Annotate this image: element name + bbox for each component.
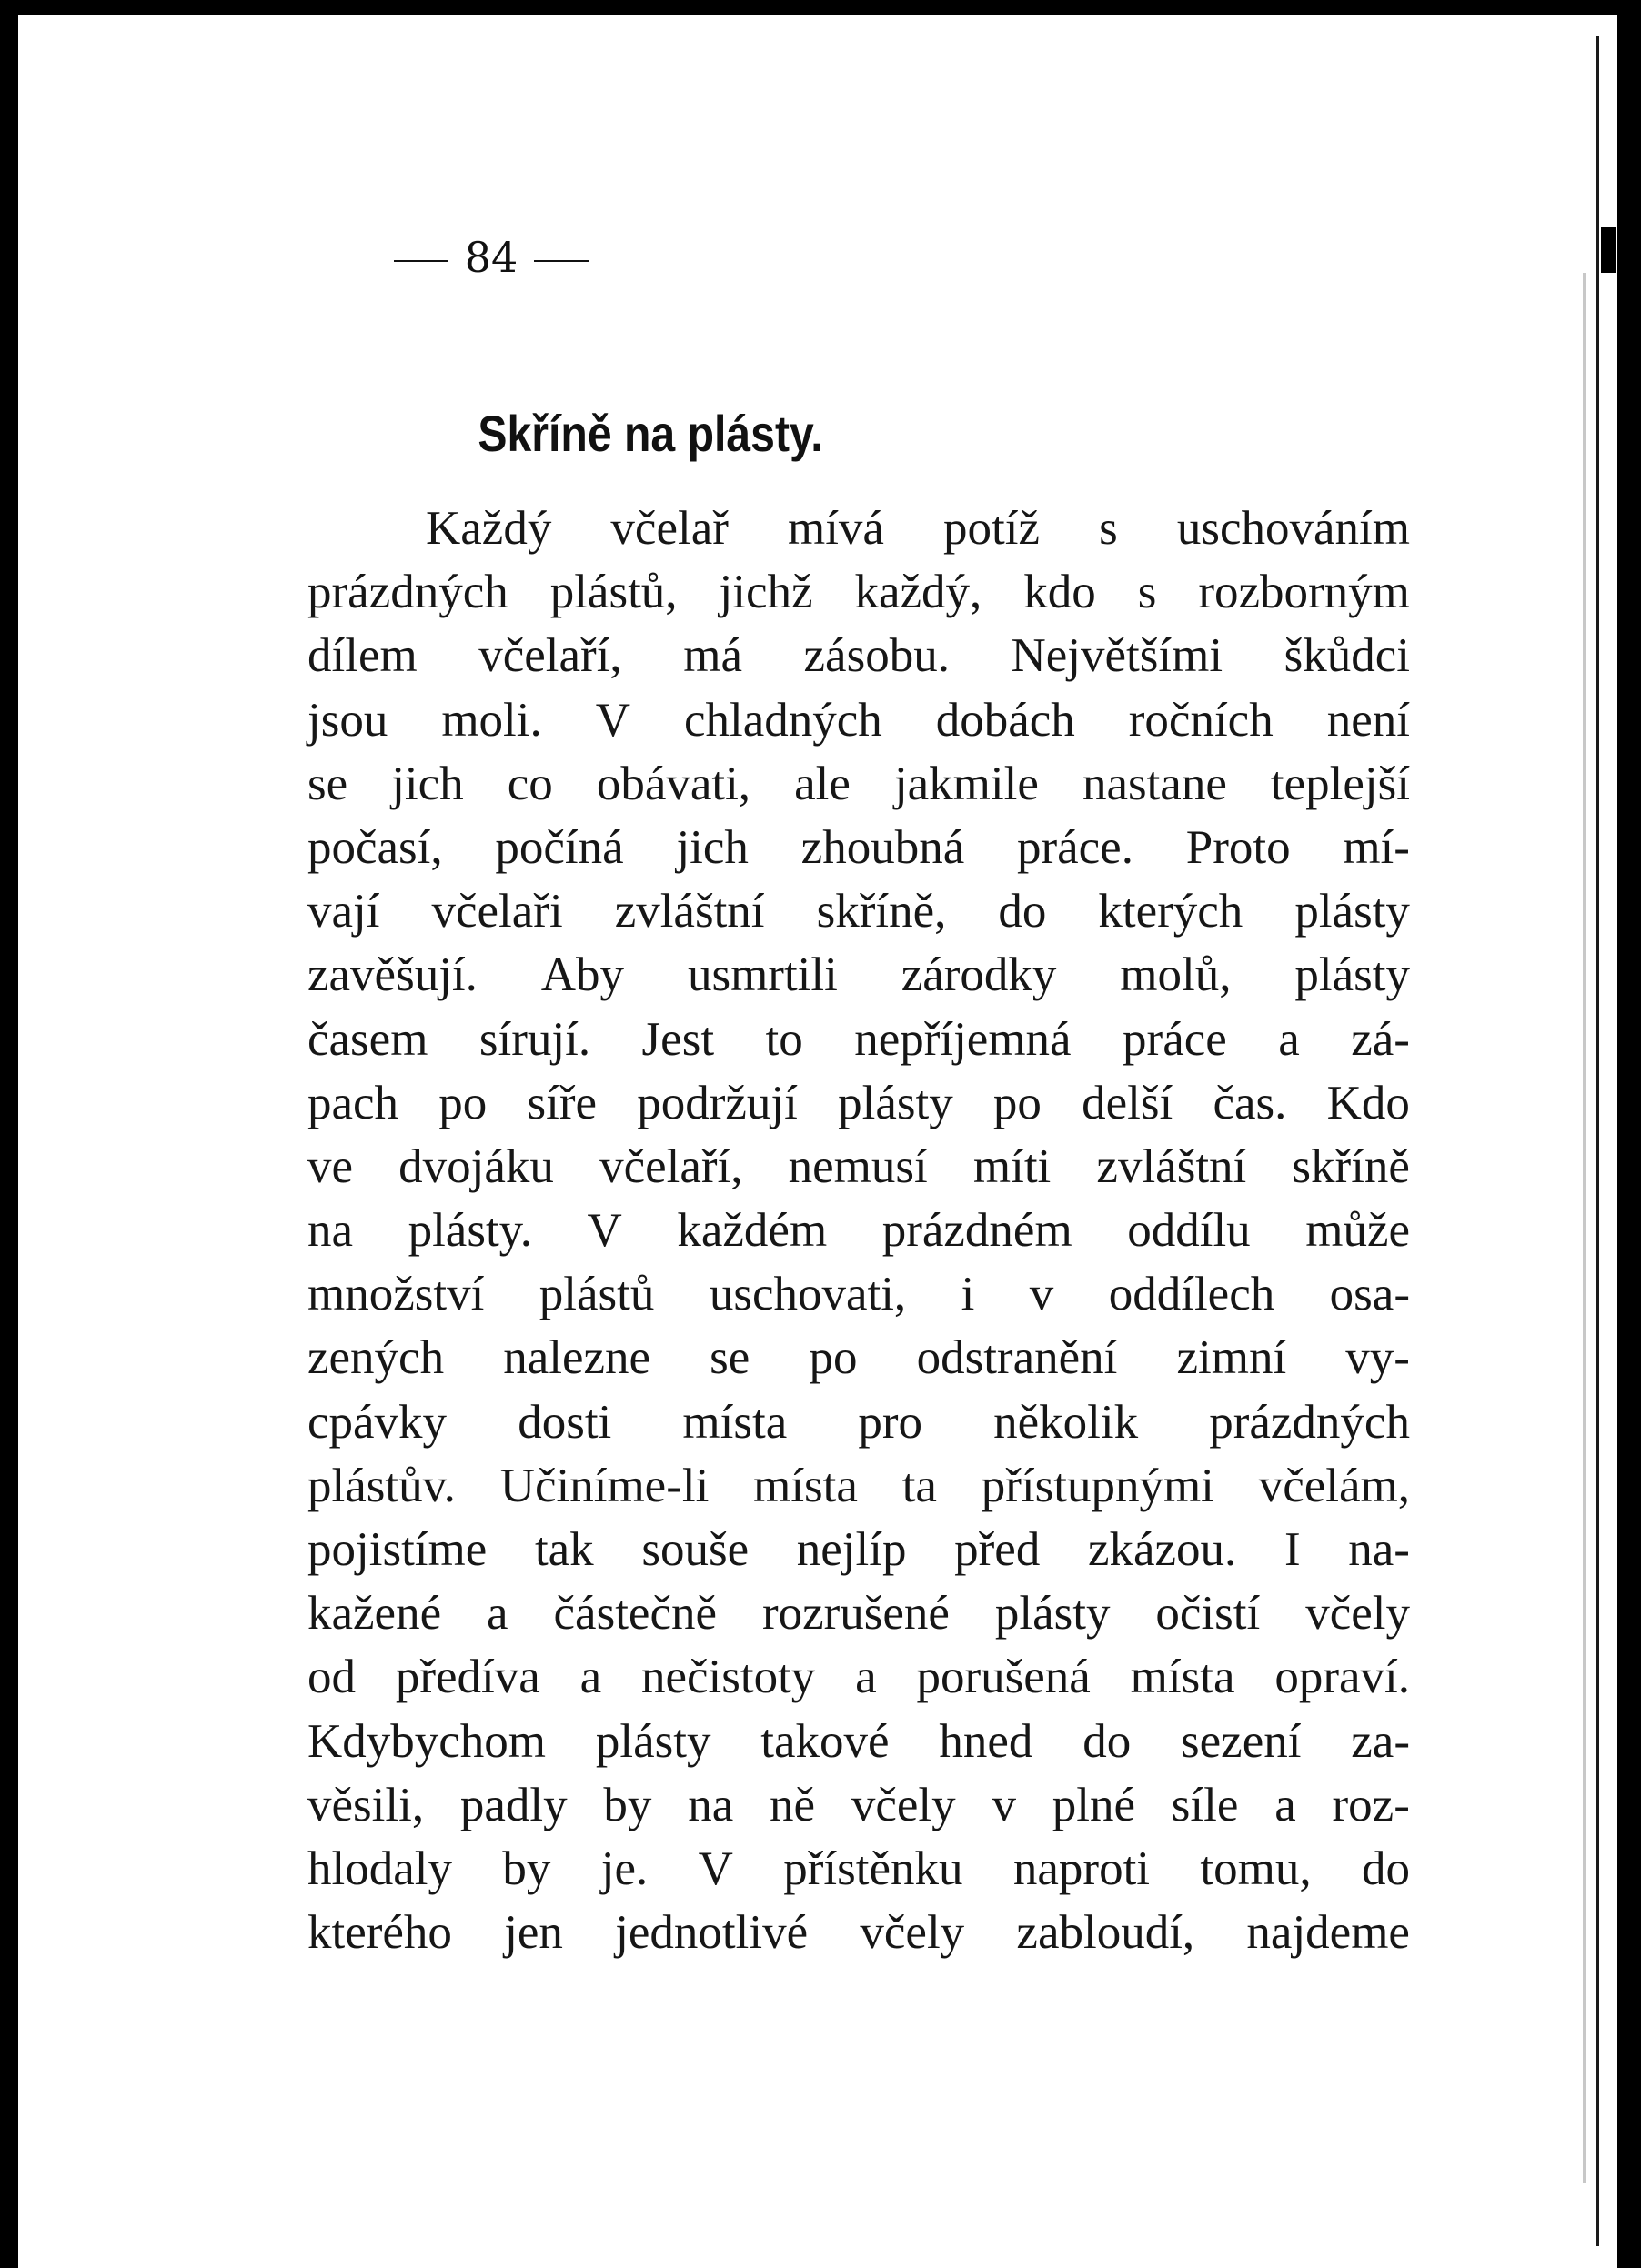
word: cpávky <box>307 1395 448 1449</box>
text-line <box>307 1581 1410 1645</box>
word: do <box>1361 1841 1410 1895</box>
word: práce. <box>1016 820 1133 874</box>
word: včelám, <box>1258 1459 1410 1512</box>
word: včelař <box>610 502 729 555</box>
word: před <box>954 1523 1041 1576</box>
page-number <box>18 233 964 282</box>
word: a <box>1274 1778 1296 1831</box>
word: plástů <box>539 1268 655 1321</box>
word: plásty <box>1294 948 1410 1002</box>
word: množství <box>307 1268 485 1321</box>
word: pojistíme <box>307 1523 488 1576</box>
word: několik <box>993 1395 1139 1449</box>
word: míti <box>972 1139 1052 1193</box>
word: obávati, <box>596 757 751 810</box>
word: pach <box>307 1076 399 1129</box>
word: se <box>710 1331 750 1385</box>
word: ročních <box>1128 693 1274 747</box>
text-line <box>307 560 1410 624</box>
text-line <box>307 1518 1410 1581</box>
page-edge-mark <box>1601 227 1616 273</box>
word: skříně <box>1292 1139 1410 1193</box>
word: částečně <box>553 1587 717 1641</box>
text-line <box>307 1135 1410 1199</box>
word: nečistoty <box>640 1651 816 1704</box>
word: včelaří, <box>478 629 622 683</box>
word: ta <box>901 1459 937 1512</box>
word: a <box>579 1651 602 1704</box>
word: do <box>998 885 1047 938</box>
word: věsili, <box>307 1778 425 1831</box>
word: skříně, <box>816 885 947 938</box>
page-edge-shadow <box>1583 273 1586 2183</box>
word: do <box>1082 1714 1132 1768</box>
word: jsou <box>307 693 388 747</box>
word: místa <box>682 1395 788 1449</box>
body-text <box>307 497 1410 1964</box>
word: uschovati, <box>709 1268 907 1321</box>
word: v <box>1029 1268 1054 1321</box>
word: to <box>765 1012 803 1066</box>
section-title: Skříně na plásty. <box>478 405 823 462</box>
book-page <box>18 15 1583 2268</box>
word: zených <box>307 1331 445 1385</box>
word: každý, <box>854 566 982 619</box>
word: na- <box>1348 1523 1410 1576</box>
word: nalezne <box>503 1331 651 1385</box>
word: rozrušené <box>761 1587 950 1641</box>
word: tomu, <box>1200 1841 1312 1895</box>
page-number-dash-right <box>534 260 589 262</box>
word: mívá <box>787 502 884 555</box>
word: zabloudí, <box>1016 1906 1195 1960</box>
text-line <box>307 1710 1410 1773</box>
text-line <box>307 624 1410 687</box>
word: kterého <box>307 1906 452 1960</box>
word: po <box>992 1076 1042 1129</box>
word: ale <box>794 757 851 810</box>
word: zvláštní <box>1096 1139 1247 1193</box>
text-line <box>307 1199 1410 1262</box>
scan-border-top <box>0 0 1641 15</box>
word: naproti <box>1012 1841 1151 1895</box>
word: co <box>507 757 553 810</box>
word: časem <box>307 1012 428 1066</box>
word: porušená <box>916 1651 1091 1704</box>
word: na <box>688 1778 734 1831</box>
text-line <box>307 1645 1410 1709</box>
word: má <box>683 629 742 683</box>
word: každém <box>677 1204 828 1258</box>
word: odstranění <box>916 1331 1118 1385</box>
word: vají <box>307 885 380 938</box>
word: místa <box>753 1459 858 1512</box>
word: jich <box>391 757 464 810</box>
word: jen <box>504 1906 563 1960</box>
word: padly <box>459 1778 568 1831</box>
word: prázdném <box>881 1204 1072 1258</box>
page-number-value: 84 <box>464 233 518 282</box>
word: očistí <box>1155 1587 1261 1641</box>
word: za- <box>1351 1714 1410 1768</box>
word: prázdných <box>307 566 508 619</box>
page-number-dash-left <box>394 260 448 262</box>
word: kdo <box>1023 566 1096 619</box>
word: jich <box>676 820 749 874</box>
text-line <box>307 1008 1410 1071</box>
text-line <box>307 1773 1410 1837</box>
word: zá- <box>1351 1012 1410 1066</box>
word: včelaří, <box>599 1139 743 1193</box>
word: po <box>809 1331 858 1385</box>
word: a <box>1278 1012 1300 1066</box>
word: teplejší <box>1270 757 1410 810</box>
text-line <box>307 1454 1410 1518</box>
word: oddílu <box>1127 1204 1251 1258</box>
word: se <box>307 757 348 810</box>
word: hlodaly <box>307 1841 452 1895</box>
word: předíva <box>395 1651 540 1704</box>
text-line <box>307 752 1410 816</box>
scan-border-left <box>0 0 18 2268</box>
text-line <box>307 1837 1410 1901</box>
word: i <box>961 1268 975 1321</box>
word: je. <box>600 1841 649 1895</box>
word: roz- <box>1332 1778 1410 1831</box>
word: kažené <box>307 1587 442 1641</box>
word: I <box>1284 1523 1301 1576</box>
word: rozborným <box>1198 566 1410 619</box>
word: včely <box>860 1906 965 1960</box>
word: Největšími <box>1011 629 1223 683</box>
word: V <box>698 1841 733 1895</box>
word: na <box>307 1204 354 1258</box>
page-edge-line <box>1596 36 1599 2246</box>
word: síře <box>527 1076 598 1129</box>
word: molů, <box>1120 948 1232 1002</box>
word: nastane <box>1082 757 1227 810</box>
text-line <box>307 943 1410 1007</box>
word: ně <box>770 1778 816 1831</box>
text-line <box>307 1071 1410 1135</box>
word: počíná <box>495 820 624 874</box>
word: plásty. <box>408 1204 532 1258</box>
word: zimní <box>1176 1331 1287 1385</box>
word: pro <box>858 1395 922 1449</box>
word: by <box>502 1841 551 1895</box>
word: hned <box>939 1714 1033 1768</box>
word: jakmile <box>893 757 1039 810</box>
text-line <box>307 1901 1410 1964</box>
word: Jest <box>641 1012 715 1066</box>
word: přístěnku <box>783 1841 963 1895</box>
word: mí- <box>1343 820 1410 874</box>
text-line <box>307 1390 1410 1454</box>
word: V <box>595 693 631 747</box>
word: chladných <box>683 693 882 747</box>
scan-border-right <box>1617 0 1641 2268</box>
word: osa- <box>1329 1268 1410 1321</box>
word: s <box>1099 502 1118 555</box>
word: zvláštní <box>614 885 765 938</box>
word: zkázou. <box>1087 1523 1237 1576</box>
text-line <box>307 1326 1410 1390</box>
word: dvojáku <box>398 1139 554 1193</box>
word: Každý <box>426 502 552 555</box>
word: plástův. <box>307 1459 456 1512</box>
word: jichž <box>719 566 813 619</box>
word: práce <box>1123 1012 1227 1066</box>
word: delší <box>1082 1076 1173 1129</box>
word: nemusí <box>788 1139 928 1193</box>
word: a <box>855 1651 877 1704</box>
text-line <box>307 879 1410 943</box>
word: plásty <box>1294 885 1410 938</box>
word: Učiníme-li <box>499 1459 710 1512</box>
word: plné <box>1052 1778 1135 1831</box>
word: plásty <box>994 1587 1111 1641</box>
word: podržují <box>637 1076 798 1129</box>
word: přístupnými <box>981 1459 1214 1512</box>
word: včely <box>1305 1587 1410 1641</box>
word: Aby <box>540 948 625 1002</box>
word: souše <box>641 1523 750 1576</box>
word: oddílech <box>1108 1268 1275 1321</box>
text-line <box>307 497 1410 560</box>
word: nepříjemná <box>854 1012 1072 1066</box>
word: počasí, <box>307 820 443 874</box>
word: prázdných <box>1209 1395 1410 1449</box>
word: ve <box>307 1139 354 1193</box>
word: moli. <box>441 693 542 747</box>
word: sezení <box>1181 1714 1302 1768</box>
text-line <box>307 816 1410 879</box>
word: vy- <box>1345 1331 1410 1385</box>
word: místa <box>1130 1651 1235 1704</box>
word: není <box>1326 693 1410 747</box>
word: usmrtili <box>687 948 838 1002</box>
word: zhoubná <box>800 820 965 874</box>
word: tak <box>534 1523 594 1576</box>
word: plásty <box>595 1714 711 1768</box>
text-line <box>307 688 1410 752</box>
word: v <box>992 1778 1016 1831</box>
word: plástů, <box>549 566 678 619</box>
word: od <box>307 1651 356 1704</box>
word: zavěšují. <box>307 948 478 1002</box>
word: škůdci <box>1284 629 1410 683</box>
word: sírují. <box>478 1012 591 1066</box>
word: zásobu. <box>803 629 950 683</box>
word: V <box>587 1204 622 1258</box>
word: může <box>1305 1204 1410 1258</box>
word: najdeme <box>1246 1906 1410 1960</box>
word: a <box>487 1587 508 1641</box>
word: včely <box>851 1778 956 1831</box>
word: Kdybychom <box>307 1714 547 1768</box>
text-line <box>307 1262 1410 1326</box>
word: včelaři <box>431 885 563 938</box>
word: zárodky <box>901 948 1057 1002</box>
word: dílem <box>307 629 418 683</box>
word: opraví. <box>1274 1651 1410 1704</box>
word: čas. <box>1213 1076 1287 1129</box>
word: Kdo <box>1326 1076 1410 1129</box>
word: kterých <box>1098 885 1243 938</box>
word: Proto <box>1185 820 1291 874</box>
word: nejlíp <box>796 1523 907 1576</box>
word: po <box>438 1076 488 1129</box>
word: s <box>1137 566 1157 619</box>
word: dobách <box>935 693 1075 747</box>
word: by <box>603 1778 652 1831</box>
word: potíž <box>943 502 1041 555</box>
word: uschováním <box>1176 502 1410 555</box>
word: jednotlivé <box>615 1906 809 1960</box>
word: plásty <box>838 1076 953 1129</box>
word: takové <box>760 1714 890 1768</box>
word: dosti <box>518 1395 612 1449</box>
word: síle <box>1171 1778 1239 1831</box>
